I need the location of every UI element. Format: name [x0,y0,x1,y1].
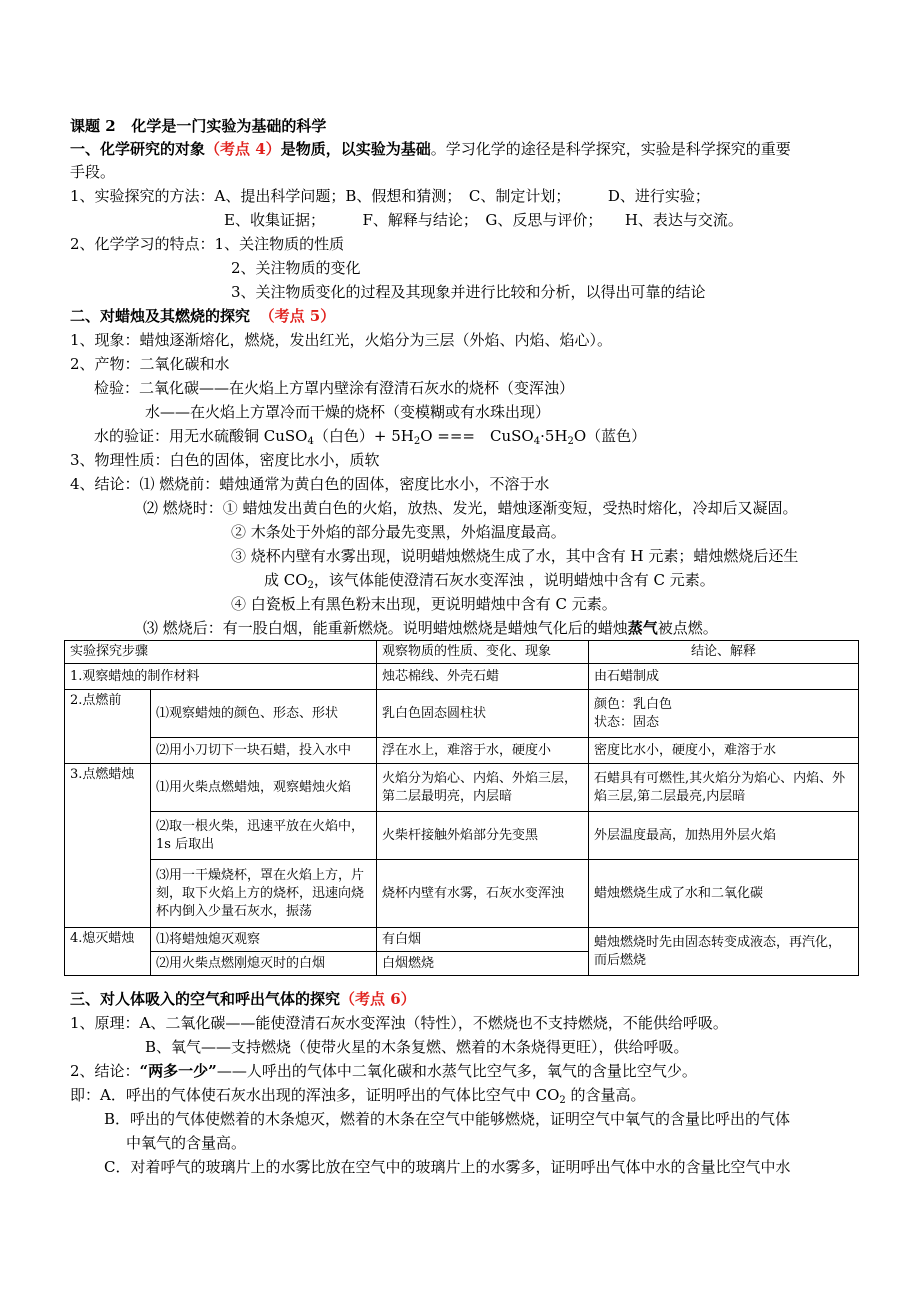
table-cell: 石蜡具有可燃性,其火焰分为焰心、内焰、外焰三层,第二层最亮,内层暗 [589,764,859,812]
product-line: 2、产物：二氧化碳和水 [70,355,230,373]
table-row [65,928,859,952]
ra-part-1: 即：A．呼出的气体使石灰水出现的浑浊多，证明呼出的气体比空气中 CO [70,1086,560,1104]
co2-part-1: 成 CO [264,571,308,589]
conclusion-during-2: ② 木条处于外焰的部分最先变黑，外焰温度最高。 [231,523,566,541]
method-line-1: 1、实验探究的方法：A、提出科学问题；B、假想和猜测； C、制定计划； D、进行实验； [70,187,710,205]
table-cell: 2.点燃前 [65,690,151,764]
table-header-cell: 观察物质的性质、变化、现象 [377,641,589,664]
table-cell: ⑴用火柴点燃蜡烛，观察蜡烛火焰 [151,764,377,812]
conc-part-1: 2、结论： [70,1062,140,1080]
wv-sub-1: 4 [307,436,314,447]
method-line-2: E、收集证据； F、解释与结论； G、反思与评价； H、表达与交流。 [224,211,743,229]
wv-part-2: （白色）+ 5H [313,427,414,445]
table-header-row [65,641,859,664]
table-cell: 4.熄灭蜡烛 [65,928,151,976]
table-cell: 有白烟 [377,928,589,952]
conclusion-during-3b [264,571,715,595]
principle-line-1: 1、原理：A、二氧化碳——能使澄清石灰水变浑浊（特性），不燃烧也不支持燃烧，不能供给呼吸。 [70,1014,728,1032]
conclusion-during-3: ③ 烧杯内壁有水雾出现，说明蜡烛燃烧生成了水，其中含有 H 元素；蜡烛燃烧后还生 [231,547,799,565]
table-cell: 外层温度最高，加热用外层火焰 [589,812,859,860]
table-row [65,690,859,738]
result-b-line-1: B．呼出的气体使燃着的木条熄灭，燃着的木条在空气中能够燃烧，证明空气中氧气的含量比呼出的气体 [104,1110,791,1128]
section-1-heading [70,140,791,158]
feature-line-3: 3、关注物质变化的过程及其现象并进行比较和分析，以得出可靠的结论 [231,283,706,301]
result-a-line [70,1086,646,1110]
after-bold: 蒸气 [627,619,658,637]
table-cell: 浮在水上，难溶于水，硬度小 [377,738,589,764]
experiment-table [64,640,859,976]
lesson-title-text: 化学是一门实验为基础的科学 [131,117,327,135]
table-cell: 3.点燃蜡烛 [65,764,151,928]
water-verification-line [94,427,646,451]
table-row [65,860,859,928]
table-cell: 蜡烛燃烧生成了水和二氧化碳 [589,860,859,928]
lesson-title [70,117,326,135]
conclusion-line [70,1062,697,1080]
co2-sub: 2 [307,580,314,591]
table-cell: ⑵用火柴点燃刚熄灭时的白烟 [151,952,377,976]
wv-part-3: O === CuSO [420,427,534,445]
lesson-label: 课题 2 [70,117,116,135]
result-c-line: C．对着呼气的玻璃片上的水雾比放在空气中的玻璃片上的水雾多，证明呼出气体中水的含量比空气中水 [104,1158,791,1176]
wv-sub-2: 2 [413,436,421,447]
section-1-continuation: 手段。 [70,163,116,181]
table-cell [589,690,859,738]
table-cell: 火柴杆接触外焰部分先变黑 [377,812,589,860]
exam-point-5: （考点 5） [259,307,336,325]
conclusion-before: 4、结论：⑴ 燃烧前：蜡烛通常为黄白色的固体，密度比水小，不溶于水 [70,475,550,493]
feature-line-1: 2、化学学习的特点：1、关注物质的性质 [70,235,345,253]
table-cell: 烛芯棉线、外壳石蜡 [377,664,589,690]
conclusion-after [143,619,718,637]
wv-sub-4: 2 [567,436,574,447]
exam-point-6: （考点 6） [340,990,416,1008]
result-b-line-2: 中氧气的含量高。 [126,1134,247,1152]
table-cell: 由石蜡制成 [589,664,859,690]
section-2-title: 二、对蜡烛及其燃烧的探究 [70,307,251,325]
table-row [65,764,859,812]
table-cell: ⑴观察蜡烛的颜色、形态、形状 [151,690,377,738]
phenomenon-line: 1、现象：蜡烛逐渐熔化，燃烧，发出红光，火焰分为三层（外焰、内焰、焰心）。 [70,331,613,349]
wv-part-1: 水的验证：用无水硫酸铜 CuSO [94,427,308,445]
table-row [65,738,859,764]
table-cell: 蜡烛燃烧时先由固态转变成液态，再汽化，而后燃烧 [589,928,859,976]
section-1-title: 一、化学研究的对象 [70,140,206,158]
wv-sub-3: 4 [533,436,541,447]
table-cell: ⑵用小刀切下一块石蜡，投入水中 [151,738,377,764]
after-part-1: ⑶ 燃烧后：有一股白烟，能重新燃烧。说明蜡烛燃烧是蜡烛气化后的蜡烛 [143,619,628,637]
cell-line: 状态：固态 [594,714,660,730]
exam-point-4: （考点 4） [205,140,281,158]
table-cell: 密度比水小，硬度小，难溶于水 [589,738,859,764]
test-co2-line: 检验：二氧化碳——在火焰上方罩内壁涂有澄清石灰水的烧杯（变浑浊） [94,379,575,397]
co2-part-2: ，该气体能使澄清石灰水变浑浊 ，说明蜡烛中含有 C 元素。 [313,571,715,589]
table-cell: ⑴将蜡烛熄灭观察 [151,928,377,952]
conclusion-during-1: ⑵ 燃烧时：① 蜡烛发出黄白色的火焰，放热、发光，蜡烛逐渐变短，受热时熔化，冷却后又凝固。 [143,499,798,517]
table-cell: 白烟燃烧 [377,952,589,976]
table-row [65,664,859,690]
after-part-2: 被点燃。 [657,619,718,637]
cell-line: 颜色：乳白色 [594,696,673,712]
table-cell: 1.观察蜡烛的制作材料 [65,664,377,690]
section-3-title: 三、对人体吸入的空气和呼出气体的探究 [70,990,341,1008]
table-row [65,812,859,860]
principle-line-2: B、氧气——支持燃烧（使带火星的木条复燃、燃着的木条烧得更旺），供给呼吸。 [145,1038,689,1056]
table-cell: 烧杯内壁有水雾，石灰水变浑浊 [377,860,589,928]
ra-part-2: 的含量高。 [565,1086,646,1104]
feature-line-2: 2、关注物质的变化 [231,259,361,277]
section-1-text: 。学习化学的途径是科学探究，实验是科学探究的重要 [430,140,791,158]
conclusion-during-4: ④ 白瓷板上有黑色粉末出现，更说明蜡烛中含有 C 元素。 [231,595,617,613]
conc-bold: “两多一少” [139,1062,217,1080]
table-cell: ⑶用一干燥烧杯，罩在火焰上方，片刻，取下火焰上方的烧杯，迅速向烧杯内倒入少量石灰水，振荡 [151,860,377,928]
table-cell: 乳白色固态圆柱状 [377,690,589,738]
section-1-key: 是物质，以实验为基础 [280,140,431,158]
table-header-cell: 实验探究步骤 [65,641,377,664]
section-2-heading [70,307,335,325]
test-water-line: 水——在火焰上方罩冷而干燥的烧杯（变模糊或有水珠出现） [145,403,551,421]
table-cell: 火焰分为焰心、内焰、外焰三层，第二层最明亮，内层暗 [377,764,589,812]
wv-part-4: ·5H [540,427,568,445]
ra-sub: 2 [559,1095,566,1106]
table-cell: ⑵取一根火柴，迅速平放在火焰中，1s 后取出 [151,812,377,860]
conc-part-2: ——人呼出的气体中二氧化碳和水蒸气比空气多，氧气的含量比空气少。 [216,1062,697,1080]
table-header-cell: 结论、解释 [589,641,859,664]
physical-property-line: 3、物理性质：白色的固体，密度比水小，质软 [70,451,380,469]
wv-part-5: O（蓝色） [573,427,647,445]
section-3-heading [70,990,416,1008]
